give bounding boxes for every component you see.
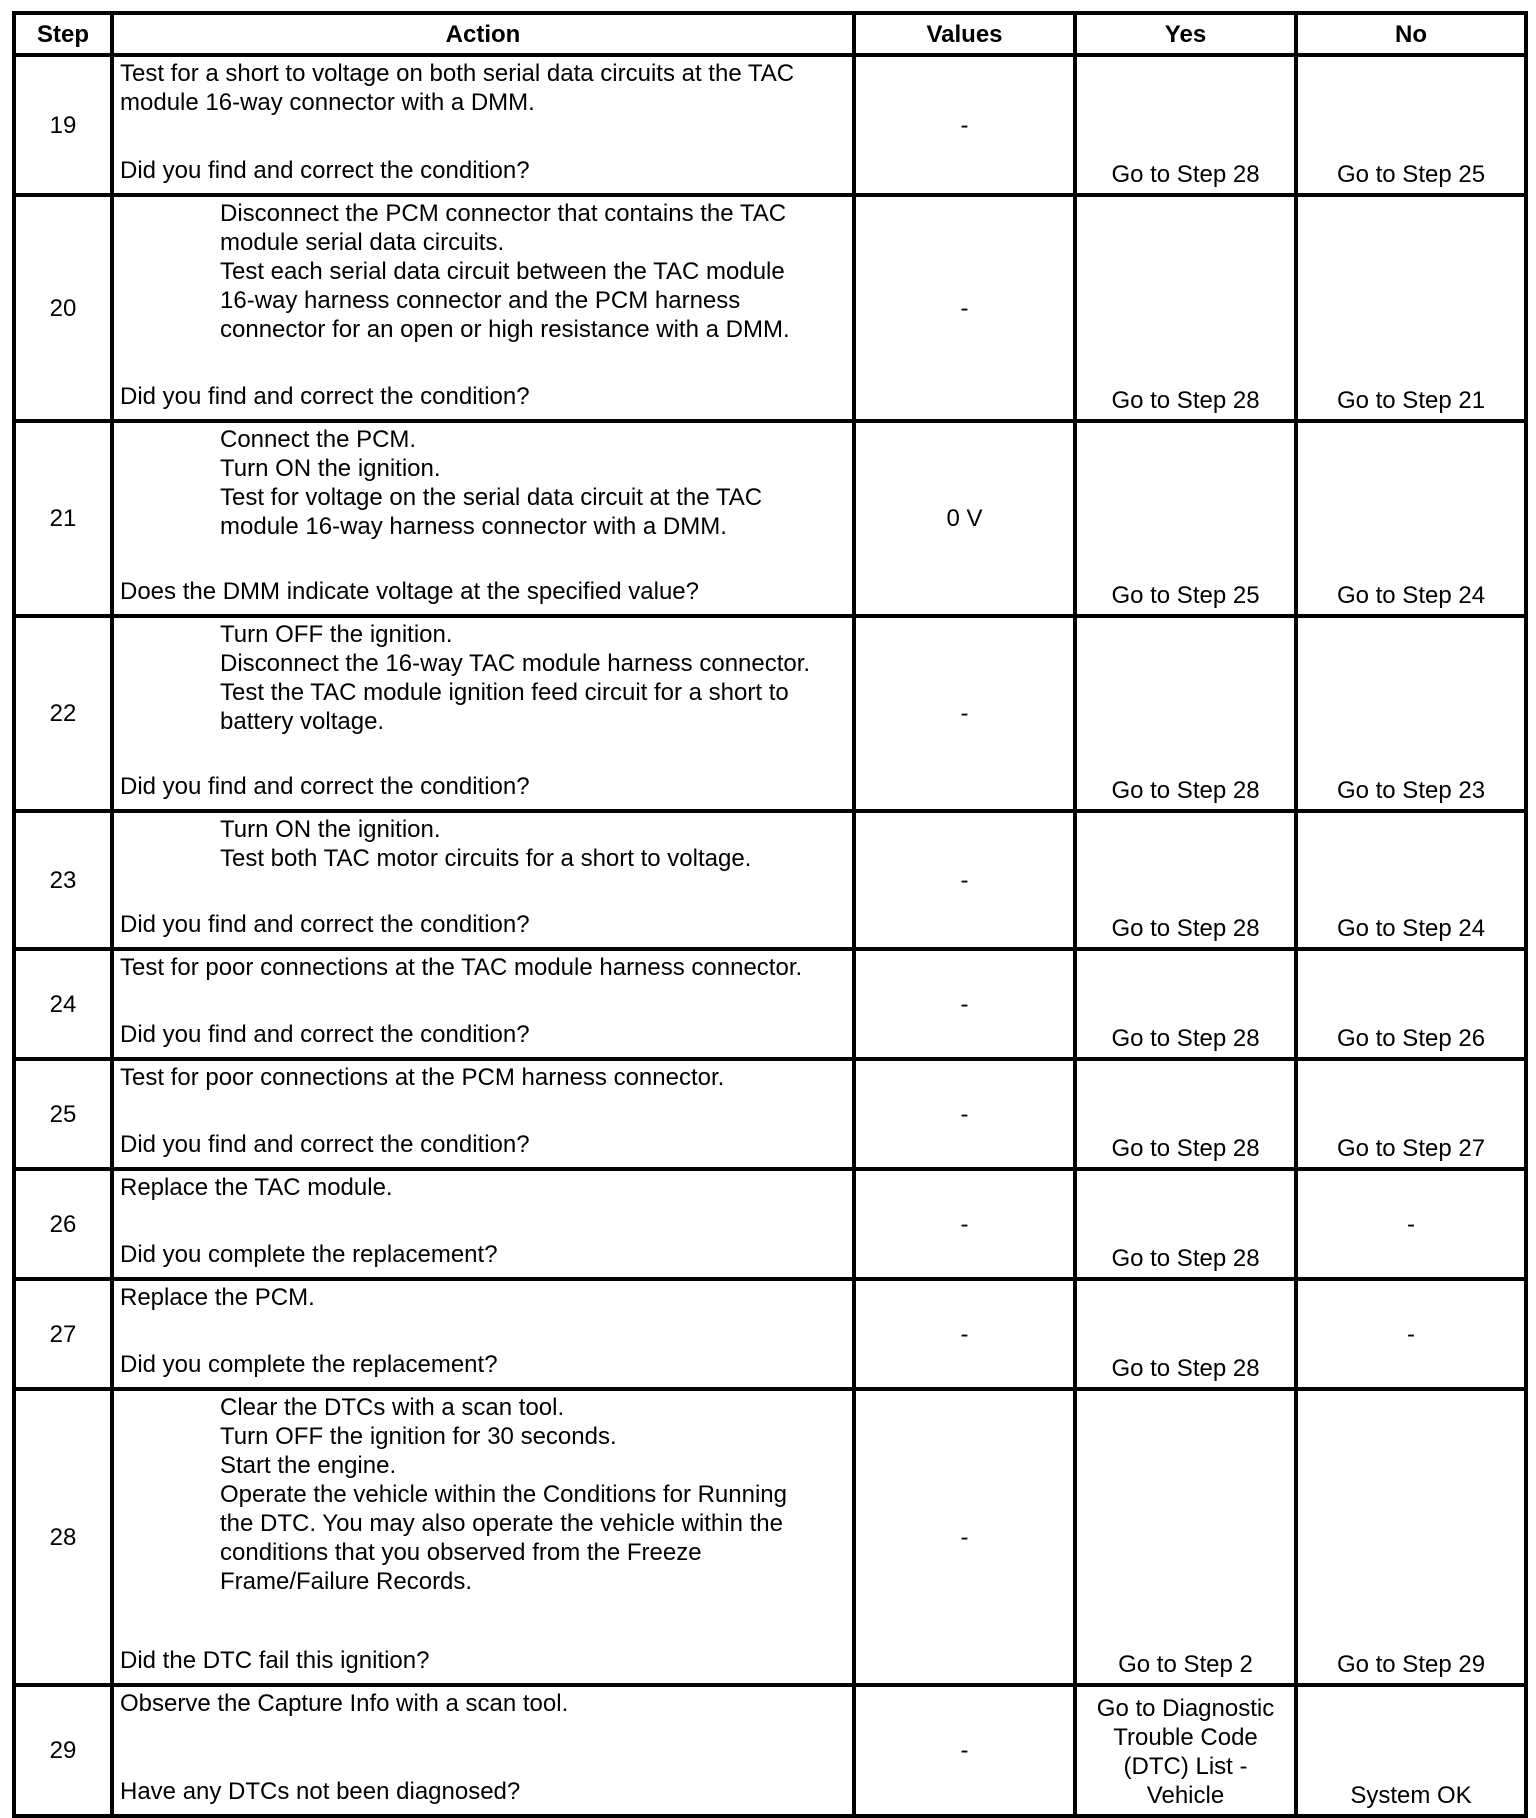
- step-number: 23: [14, 811, 112, 949]
- action-cell: [112, 195, 854, 421]
- action-instructions: [120, 1063, 848, 1092]
- yes-cell: [1075, 1059, 1296, 1169]
- action-line: Disconnect the PCM connector that contains the TAC: [220, 200, 787, 227]
- step-number: 29: [14, 1685, 112, 1816]
- action-line: the DTC. You may also operate the vehicle within the: [220, 1510, 783, 1537]
- no-cell: Go to Step 25: [1296, 55, 1526, 195]
- action-line: module 16-way harness connector with a DMM.: [220, 513, 727, 540]
- action-line: Test for a short to voltage on both serial data circuits at the TAC: [120, 60, 795, 87]
- table-row: [14, 1389, 1526, 1685]
- action-instructions: [120, 199, 848, 344]
- step-number: 22: [14, 616, 112, 811]
- action-line: connector for an open or high resistance with a DMM.: [220, 316, 790, 343]
- action-line: Turn ON the ignition.: [220, 816, 441, 843]
- action-question: Have any DTCs not been diagnosed?: [120, 1778, 521, 1805]
- yes-cell: [1075, 1169, 1296, 1279]
- action-cell: [112, 1389, 854, 1685]
- action-question: Does the DMM indicate voltage at the specified value?: [120, 578, 699, 605]
- step-number: 25: [14, 1059, 112, 1169]
- no-cell: Go to Step 26: [1296, 949, 1526, 1059]
- action-line: module 16-way connector with a DMM.: [120, 89, 535, 116]
- table-row: [14, 949, 1526, 1059]
- action-question: Did you find and correct the condition?: [120, 1021, 530, 1048]
- yes-next-step: Trouble Code: [1113, 1724, 1258, 1751]
- table-row: [14, 55, 1526, 195]
- yes-next-step: (DTC) List -: [1123, 1753, 1248, 1780]
- action-cell: [112, 1685, 854, 1816]
- value-cell: -: [854, 55, 1075, 195]
- action-line: Replace the PCM.: [120, 1284, 315, 1311]
- no-cell: -: [1296, 1279, 1526, 1389]
- table-header-row: [14, 13, 1526, 55]
- diagnostic-steps-table: [12, 11, 1528, 1818]
- yes-cell: [1075, 421, 1296, 616]
- header-yes: Yes: [1075, 13, 1296, 55]
- yes-cell: [1075, 1279, 1296, 1389]
- value-cell: -: [854, 1279, 1075, 1389]
- action-line: Test the TAC module ignition feed circuit for a short to: [220, 679, 789, 706]
- table-row: [14, 1279, 1526, 1389]
- step-number: 24: [14, 949, 112, 1059]
- table-row: [14, 1059, 1526, 1169]
- action-line: 16-way harness connector and the PCM harness: [220, 287, 741, 314]
- action-cell: [112, 1279, 854, 1389]
- header-values: Values: [854, 13, 1075, 55]
- value-cell: -: [854, 1389, 1075, 1685]
- yes-cell: [1075, 616, 1296, 811]
- action-line: Turn OFF the ignition.: [220, 621, 453, 648]
- yes-cell: [1075, 55, 1296, 195]
- no-cell: System OK: [1296, 1685, 1526, 1816]
- table-row: [14, 616, 1526, 811]
- action-line: Turn OFF the ignition for 30 seconds.: [220, 1423, 617, 1450]
- action-line: battery voltage.: [220, 708, 385, 735]
- action-question: Did you find and correct the condition?: [120, 773, 530, 800]
- step-number: 27: [14, 1279, 112, 1389]
- action-question: Did you find and correct the condition?: [120, 911, 530, 938]
- table-row: [14, 1169, 1526, 1279]
- table-row: [14, 421, 1526, 616]
- action-cell: [112, 1169, 854, 1279]
- action-line: Operate the vehicle within the Conditions for Running: [220, 1481, 787, 1508]
- action-line: Test for voltage on the serial data circuit at the TAC: [220, 484, 763, 511]
- table-row: [14, 195, 1526, 421]
- action-cell: [112, 949, 854, 1059]
- action-question: Did you find and correct the condition?: [120, 157, 530, 184]
- value-cell: -: [854, 811, 1075, 949]
- no-cell: Go to Step 29: [1296, 1389, 1526, 1685]
- step-number: 28: [14, 1389, 112, 1685]
- action-line: Turn ON the ignition.: [220, 455, 441, 482]
- action-question: Did the DTC fail this ignition?: [120, 1647, 430, 1674]
- yes-next-step: Go to Step 28: [1111, 1025, 1260, 1052]
- action-line: Clear the DTCs with a scan tool.: [220, 1394, 565, 1421]
- action-question: Did you find and correct the condition?: [120, 383, 530, 410]
- yes-cell: [1075, 811, 1296, 949]
- action-line: Start the engine.: [220, 1452, 397, 1479]
- value-cell: 0 V: [854, 421, 1075, 616]
- action-cell: [112, 616, 854, 811]
- action-instructions: [120, 953, 848, 982]
- header-action: Action: [112, 13, 854, 55]
- action-cell: [112, 1059, 854, 1169]
- yes-cell: [1075, 949, 1296, 1059]
- action-cell: [112, 55, 854, 195]
- no-cell: Go to Step 24: [1296, 811, 1526, 949]
- value-cell: -: [854, 949, 1075, 1059]
- action-instructions: [120, 425, 848, 541]
- action-line: Disconnect the 16-way TAC module harness connector.: [220, 650, 811, 677]
- action-instructions: [120, 1283, 848, 1312]
- action-instructions: [120, 1689, 848, 1718]
- step-number: 26: [14, 1169, 112, 1279]
- action-line: module serial data circuits.: [220, 229, 505, 256]
- value-cell: -: [854, 616, 1075, 811]
- yes-next-step: Go to Step 28: [1111, 1245, 1260, 1272]
- yes-next-step: Go to Step 28: [1111, 915, 1260, 942]
- yes-next-step: Go to Step 25: [1111, 582, 1260, 609]
- yes-next-step: Vehicle: [1146, 1782, 1225, 1809]
- action-instructions: [120, 620, 848, 736]
- table-row: [14, 811, 1526, 949]
- yes-next-step: Go to Step 28: [1111, 1355, 1260, 1382]
- diagnostic-table-container: [12, 11, 1524, 1818]
- action-line: Observe the Capture Info with a scan tool.: [120, 1690, 569, 1717]
- no-cell: Go to Step 23: [1296, 616, 1526, 811]
- step-number: 20: [14, 195, 112, 421]
- action-line: Replace the TAC module.: [120, 1174, 393, 1201]
- action-line: Test both TAC motor circuits for a short to voltage.: [220, 845, 752, 872]
- no-cell: Go to Step 24: [1296, 421, 1526, 616]
- value-cell: -: [854, 1685, 1075, 1816]
- yes-next-step: Go to Step 28: [1111, 777, 1260, 804]
- yes-next-step: Go to Step 28: [1111, 387, 1260, 414]
- action-line: Test each serial data circuit between the TAC module: [220, 258, 785, 285]
- action-cell: [112, 421, 854, 616]
- value-cell: -: [854, 195, 1075, 421]
- table-body: [14, 55, 1526, 1816]
- action-cell: [112, 811, 854, 949]
- action-line: Connect the PCM.: [220, 426, 417, 453]
- table-row: [14, 1685, 1526, 1816]
- action-instructions: [120, 1173, 848, 1202]
- action-line: Test for poor connections at the PCM harness connector.: [120, 1064, 725, 1091]
- action-instructions: [120, 815, 848, 873]
- action-line: Frame/Failure Records.: [220, 1568, 473, 1595]
- header-no: No: [1296, 13, 1526, 55]
- step-number: 19: [14, 55, 112, 195]
- no-cell: Go to Step 21: [1296, 195, 1526, 421]
- yes-cell: [1075, 1685, 1296, 1816]
- yes-next-step: Go to Step 28: [1111, 1135, 1260, 1162]
- value-cell: -: [854, 1169, 1075, 1279]
- action-instructions: [120, 59, 848, 117]
- yes-cell: [1075, 1389, 1296, 1685]
- action-line: conditions that you observed from the Freeze: [220, 1539, 702, 1566]
- action-line: Test for poor connections at the TAC module harness connector.: [120, 954, 803, 981]
- action-question: Did you complete the replacement?: [120, 1351, 498, 1378]
- yes-next-step: Go to Step 2: [1118, 1651, 1253, 1678]
- value-cell: -: [854, 1059, 1075, 1169]
- action-question: Did you find and correct the condition?: [120, 1131, 530, 1158]
- step-number: 21: [14, 421, 112, 616]
- yes-cell: [1075, 195, 1296, 421]
- no-cell: Go to Step 27: [1296, 1059, 1526, 1169]
- action-instructions: [120, 1393, 848, 1596]
- action-question: Did you complete the replacement?: [120, 1241, 498, 1268]
- no-cell: -: [1296, 1169, 1526, 1279]
- yes-next-step: Go to Diagnostic: [1096, 1695, 1275, 1722]
- header-step: Step: [14, 13, 112, 55]
- yes-next-step: Go to Step 28: [1111, 161, 1260, 188]
